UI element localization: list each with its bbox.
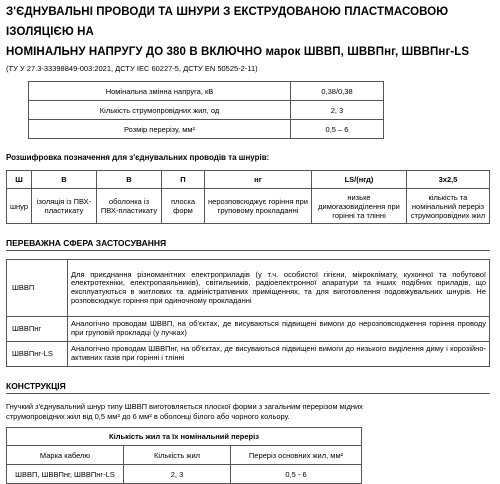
column-header: Кількість жил (124, 446, 231, 465)
decode-header: 3х2,5 (407, 171, 490, 189)
title-line-1: З'ЄДНУВАЛЬНІ ПРОВОДИ ТА ШНУРИ З ЕКСТРУДОВАНОЮ ПЛАСТМАСОВОЮ ІЗОЛЯЦІЄЮ НА (6, 6, 449, 38)
standards-line: (ТУ У 27.3-33398849-003:2021, ДСТУ IEC 60227-5, ДСТУ EN 50525-2-11) (6, 64, 258, 73)
decode-header: LS/(нгд) (312, 171, 407, 189)
table-row (29, 82, 384, 101)
cable-mark: ШВВП, ШВВПнг, ШВВПнг-LS (7, 465, 124, 484)
param-value: 2, 3 (291, 101, 384, 120)
decode-header: П (162, 171, 205, 189)
param-value: 0,5 – 6 (291, 120, 384, 139)
decode-cell: ізоляція із ПВХ-пластикату (32, 189, 97, 224)
usage-description: Аналогічно проводам ШВВП, на об'єктах, де висуваються підвищені вимоги до нерозповсюдження горіння проводу при груповій прокладці (у пучках) (68, 317, 490, 342)
decode-header: В (32, 171, 97, 189)
usage-mark: ШВВПнг-LS (7, 342, 68, 367)
table-row (7, 189, 490, 224)
decode-heading: Розшифровка позначення для з'єднувальних проводів та шнурів: (6, 153, 270, 162)
title-line-2: НОМІНАЛЬНУ НАПРУГУ ДО 380 В ВКЛЮЧНО марок ШВВП, ШВВПнг, ШВВПнг-LS (6, 46, 470, 58)
param-label: Номінальна змінна напруга, кВ (29, 82, 291, 101)
param-value: 0,38/0,38 (291, 82, 384, 101)
table-row (7, 342, 490, 367)
parameters-table (28, 81, 384, 139)
decode-table (6, 170, 490, 224)
decode-cell: шнур (7, 189, 32, 224)
usage-heading: ПЕРЕВАЖНА СФЕРА ЗАСТОСУВАННЯ (6, 238, 167, 248)
usage-description: Аналогічно проводам ШВВПнг, на об'єктах, де висуваються підвищені вимоги до низького виділення диму і корозійно-активних газів при горінні і тлінні (68, 342, 490, 367)
decode-cell: плоска форм (162, 189, 205, 224)
section-divider (6, 250, 490, 251)
cores-table-title: Кількість жил та їх номінальний переріз (7, 428, 362, 446)
usage-table (6, 259, 490, 367)
table-row (29, 120, 384, 139)
param-label: Розмір перерізу, мм² (29, 120, 291, 139)
construction-line-1: Гнучкий з'єднувальний шнур типу ШВВП виготовляється плоскої форми з загальним перерізом мідних (6, 402, 363, 411)
construction-heading: КОНСТРУКЦІЯ (6, 381, 66, 391)
column-header: Марка кабелю (7, 446, 124, 465)
decode-header: Ш (7, 171, 32, 189)
usage-description: Для приєднання різноманітних електроприладів (у т.ч. особистої гігієни, мікроклімату, кухонної та побутової електротехніки, електропаяльників), світильників, радіоелектронної апаратури та інших подібних приладів, що експлуатуються в житлових та адміністративних приміщеннях, та для виготовлення подовжувальних шнурів. Не розповсюджує горіння при одиночному прокладанні (68, 260, 490, 317)
table-header-row (7, 171, 490, 189)
decode-cell: нерозповсюджує горіння при груповому прокладанні (205, 189, 312, 224)
usage-mark: ШВВП (7, 260, 68, 317)
table-row (29, 101, 384, 120)
decode-header: нг (205, 171, 312, 189)
table-row (7, 317, 490, 342)
section-divider (6, 393, 490, 394)
table-row (7, 465, 362, 484)
page-title (6, 2, 494, 62)
usage-mark: ШВВПнг (7, 317, 68, 342)
construction-line-2: струмопровідних жил від 0,5 мм² до 6 мм² в оболонці білого або чорного кольору. (6, 411, 290, 421)
core-count: 2, 3 (124, 465, 231, 484)
decode-cell: кількість та номінальний переріз струмопровідних жил (407, 189, 490, 224)
table-row (7, 260, 490, 317)
table-header-row (7, 428, 362, 446)
column-header: Переріз основних жил, мм² (231, 446, 362, 465)
construction-paragraph (6, 402, 476, 421)
decode-cell: низьке димогазовиділення при горінні та тлінні (312, 189, 407, 224)
decode-cell: оболонка із ПВХ-пластикату (97, 189, 162, 224)
param-label: Кількість струмопровідних жил, од (29, 101, 291, 120)
cores-table (6, 427, 362, 484)
core-section: 0,5 - 6 (231, 465, 362, 484)
decode-header: В (97, 171, 162, 189)
